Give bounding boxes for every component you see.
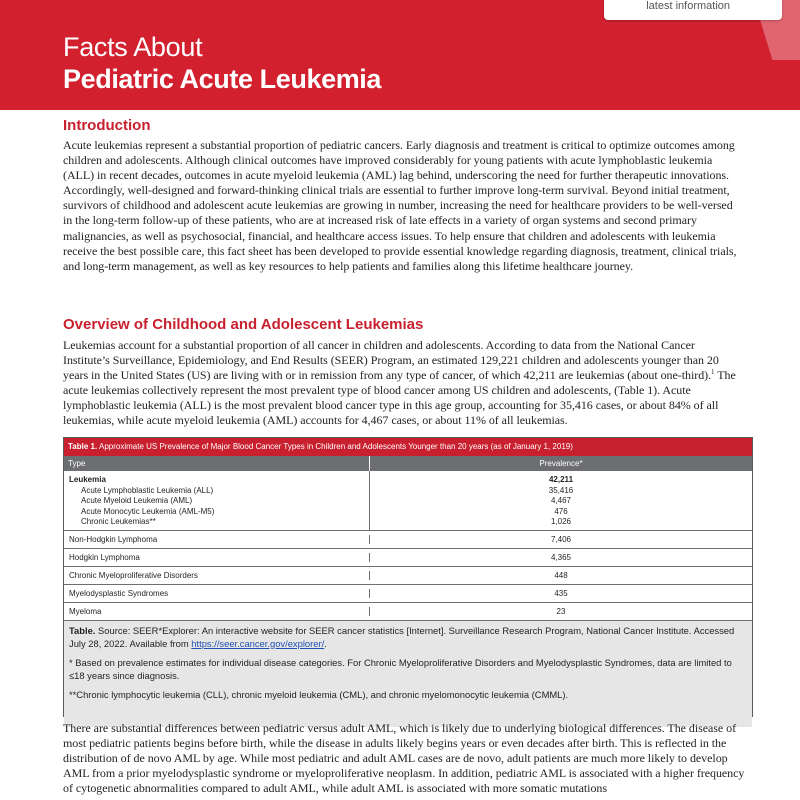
top-tab xyxy=(604,0,782,20)
prevalence-cell: 448 xyxy=(554,571,568,580)
prevalence-cell: 7,406 xyxy=(550,535,572,544)
table-source-label: Table. xyxy=(69,625,96,636)
top-tab-text: latest information xyxy=(646,0,730,12)
prevalence-cell: 4,365 xyxy=(550,553,572,562)
table-caption-label: Table 1. xyxy=(68,442,98,451)
type-cell: Myelodysplastic Syndromes xyxy=(64,589,370,598)
footnote-ref: 1 xyxy=(711,368,715,377)
table-notes xyxy=(64,621,752,727)
table-row xyxy=(64,585,752,603)
table-caption-text: Approximate US Prevalence of Major Blood Cancer Types in Children and Adolescents Younger than 20 years (as of January 1, 2019) xyxy=(97,442,573,451)
table-source-end: . xyxy=(324,637,327,649)
table-row xyxy=(64,531,752,549)
subtype-value: 35,416 xyxy=(548,485,574,495)
column-header-type: Type xyxy=(64,456,370,471)
type-cell: Non-Hodgkin Lymphoma xyxy=(64,535,370,544)
table-row xyxy=(64,549,752,567)
table-source xyxy=(69,625,747,650)
page-title-line1: Facts About xyxy=(63,32,203,62)
subtype-label: Acute Lymphoblastic Leukemia (ALL) xyxy=(81,485,214,495)
prevalence-table xyxy=(63,437,753,717)
table-caption xyxy=(64,438,752,456)
table-source-text: Source: SEER*Explorer: An interactive website for SEER cancer statistics [Internet]. Surveillance Research Program, National Cancer Institute. Accessed July 28, 2022. Available from xyxy=(69,625,735,649)
table-row xyxy=(64,603,752,621)
prevalence-cell: 23 xyxy=(556,607,566,616)
subtype-label: Acute Monocytic Leukemia (AML-M5) xyxy=(81,506,215,516)
overview-text-part1: Leukemias account for a substantial proportion of all cancer in children and adolescents. According to data from the National Cancer Institute’s Surveillance, Epidemiology, and End Results (SEER) Program, an estimated 129,221 children and adolescents younger than 20 years in the United States (US) are living with or in remission from any type of cancer, of which 42,211 are leukemias (about one-third). xyxy=(63,338,719,383)
page-title-line2: Pediatric Acute Leukemia xyxy=(63,64,382,94)
subtype-value: 4,467 xyxy=(550,496,572,505)
type-cell: Myeloma xyxy=(64,607,370,616)
leukemia-value: 42,211 xyxy=(548,475,574,484)
column-header-prevalence: Prevalence* xyxy=(539,459,583,468)
type-cell: Chronic Myeloproliferative Disorders xyxy=(64,571,370,580)
leukemia-label: Leukemia xyxy=(69,475,106,484)
table-row-leukemia xyxy=(64,471,752,531)
type-cell: Hodgkin Lymphoma xyxy=(64,553,370,562)
overview-paragraph xyxy=(63,338,743,429)
type-cell xyxy=(64,471,370,530)
overview-text-part2: The acute leukemias collectively represent the most prevalent type of blood cancer among US children and adolescents, (Table 1). Acute lymphoblastic leukemia (ALL) is the most prevalent blood cancer type in this age group, accounting for 35,416 cases, or about 84% of all leukemias, while acute myeloid leukemia (AML) accounts for 4,467 cases, or about 11% of all leukemias. xyxy=(63,368,736,428)
table-row xyxy=(64,567,752,585)
subtype-label: Chronic Leukemias** xyxy=(81,517,156,526)
subtype-label: Acute Myeloid Leukemia (AML) xyxy=(81,496,193,505)
table-note-2: **Chronic lymphocytic leukemia (CLL), chronic myeloid leukemia (CML), and chronic myelomonocytic leukemia (CMML). xyxy=(69,689,569,700)
subtype-value: 476 xyxy=(554,506,568,516)
subtype-value: 1,026 xyxy=(550,517,572,526)
seer-explorer-link[interactable]: https://seer.cancer.gov/explorer/ xyxy=(191,637,325,649)
table-note-1: * Based on prevalence estimates for individual disease categories. For Chronic Myeloproliferative Disorders and Myelodysplastic Syndromes, data are limited to ≤18 years since diagnosis. xyxy=(69,657,732,681)
introduction-heading: Introduction xyxy=(63,117,151,134)
aml-comparison-paragraph: There are substantial differences between pediatric versus adult AML, which is likely due to underlying biological differences. The disease of most pediatric patients begins before birth, while the disease in adults likely begins years or even decades after birth. This is reflected in the distribution of de novo AML by age. While most pediatric and adult AML cases are de novo, adult patients are much more likely to develop AML from a prior myelodysplastic syndrome or myeloproliferative neoplasm. In addition, pediatric AML is associated with a higher frequency of cytogenetic abnormalities compared to adult AML, while adult AML is associated with more somatic mutations xyxy=(63,721,745,796)
table-header-row xyxy=(64,456,752,471)
prevalence-cell: 435 xyxy=(554,589,568,598)
introduction-paragraph: Acute leukemias represent a substantial proportion of pediatric cancers. Early diagnosis and treatment is critical to optimize outcomes among children and adolescents. Although clinical outcomes have improved considerably for young patients with acute lymphoblastic leukemia (ALL) in recent decades, outcomes in acute myeloid leukemia (AML) lag behind, underscoring the need for further therapeutic innovations. Accordingly, well-designed and forward-thinking clinical trials are essential to further improve long-term survival. Beyond initial treatment, survivors of childhood and adolescent acute leukemias are growing in number, increasing the need for healthcare providers to be well-versed in the long-term follow-up of these patients, who are at increased risk of late effects in a variety of organ systems and second primary malignancies, as well as psychosocial, financial, and healthcare access issues. To help ensure that children and adolescents with leukemia receive the best possible care, this fact sheet has been developed to provide essential knowledge regarding diagnosis, treatment, clinical trials, and long-term management, as well as key resources to help patients and families along this lifetime healthcare journey. xyxy=(63,138,737,273)
overview-heading: Overview of Childhood and Adolescent Leukemias xyxy=(63,316,424,333)
prevalence-cell xyxy=(370,471,752,530)
